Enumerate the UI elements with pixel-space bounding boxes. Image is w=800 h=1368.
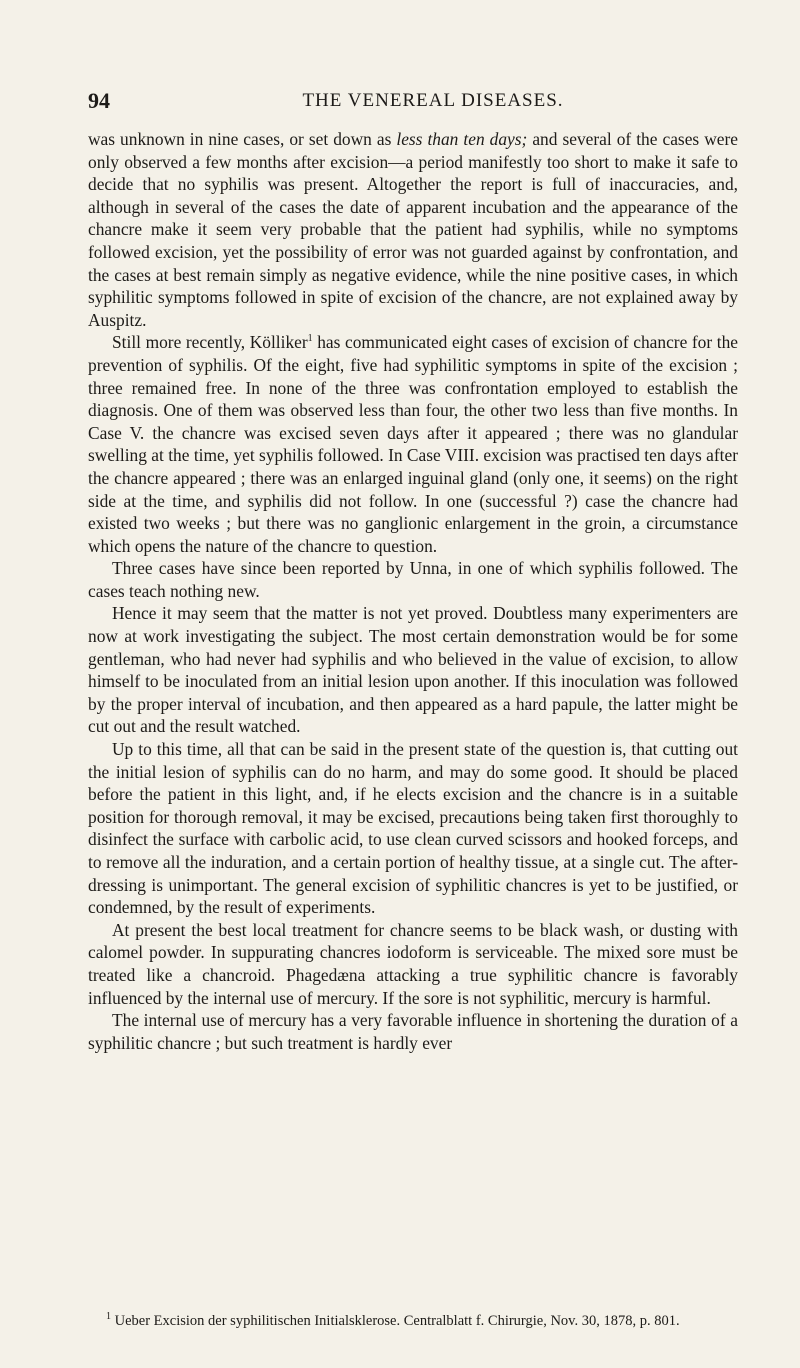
running-head: THE VENEREAL DISEASES. xyxy=(302,90,564,111)
text-run: Up to this time, all that can be said in the present state of the question is, that cutting out the initial lesion of syphilis can do no harm, and may do some good. It should be placed before the patient in this light, and, if he elects excision and the chancre is in a suitable position for thorough removal, it may be excised, precautions being taken first thoroughly to disinfect the surface with carbolic acid, to use clean curved scissors and hooked forceps, and to remove all the induration, and a certain portion of healthy tissue, at a single cut. The after-dressing is unimportant. The general excision of syphilitic chancres is yet to be justified, or condemned, by the result of experiments. xyxy=(88,739,738,918)
footnote-reference: 1 xyxy=(307,333,313,345)
paragraph xyxy=(88,1009,738,1054)
page-header xyxy=(88,88,738,116)
paragraph xyxy=(88,128,738,331)
footnote-marker: 1 xyxy=(106,1311,111,1323)
paragraph xyxy=(88,602,738,738)
page-number: 94 xyxy=(88,88,110,113)
text-run: Still more recently, Kölliker xyxy=(112,332,308,353)
paragraph xyxy=(88,738,738,919)
paragraph xyxy=(88,919,738,1009)
footnote-text: Ueber Excision der syphilitischen Initialsklerose. Centralblatt f. Chirurgie, Nov. 30, 1878, p. 801. xyxy=(111,1313,680,1329)
text-run: Hence it may seem that the matter is not yet proved. Doubtless many experimenters are now at work investigating the subject. The most certain demonstration would be for some gentleman, who had never had syphilis and who believed in the value of excision, to allow himself to be inoculated from an initial lesion upon another. If this inoculation was followed by the proper interval of incubation, and then appeared as a hard papule, the latter might be cut out and the result watched. xyxy=(88,603,738,737)
text-run: Three cases have since been reported by Unna, in one of which syphilis followed. The cases teach nothing new. xyxy=(88,558,738,601)
footnote xyxy=(88,1312,738,1331)
text-run: was unknown in nine cases, or set down as xyxy=(88,129,397,149)
text-run: has communicated eight cases of excision of chancre for the prevention of syphilis. Of the eight, five had syphilitic symptoms in spite of the excision ; three remained free. In none of the three was confrontation employed to establish the diagnosis. One of them was observed less than four, the other two less than five months. In Case V. the chancre was excised seven days after it appeared ; there was no glandular swelling at the time, yet syphilis followed. In Case VIII. excision was practised ten days after the chancre appeared ; there was an enlarged inguinal gland (only one, it seems) on the right side at the time, and syphilis did not follow. In one (successful ?) case the chancre had existed two weeks ; but there was no ganglionic enlargement in the groin, a circumstance which opens the nature of the chancre to question. xyxy=(88,332,738,556)
footnotes xyxy=(88,1312,738,1331)
text-run: At present the best local treatment for chancre seems to be black wash, or dusting with calomel powder. In suppurating chancres iodoform is serviceable. The mixed sore must be treated like a chancroid. Phagedæna attacking a true syphilitic chancre is favorably influenced by the internal use of mercury. If the sore is not syphilitic, mercury is harmful. xyxy=(88,919,738,1008)
italic-text: less than ten days; xyxy=(396,129,528,149)
text-run: and several of the cases were only observed a few months after excision—a period manifestly too short to make it safe to decide that no syphilis was present. Altogether the report is full of inaccuracies, and, although in several of the cases the date of apparent incubation and the appearance of the chancre make it seem very probable that the patient had syphilis, while no symptoms followed excision, yet the possibility of error was not guarded against by confrontation, and the cases at best remain simply as negative evidence, while the nine positive cases, in which syphilitic symptoms followed in spite of excision of the chancre, are not explained away by Auspitz. xyxy=(88,129,738,330)
paragraph xyxy=(88,557,738,602)
body-text xyxy=(88,128,738,1054)
paragraph xyxy=(88,331,738,557)
text-run: The internal use of mercury has a very favorable influence in shortening the duration of a syphilitic chancre ; but such treatment is hardly ever xyxy=(88,1010,738,1053)
